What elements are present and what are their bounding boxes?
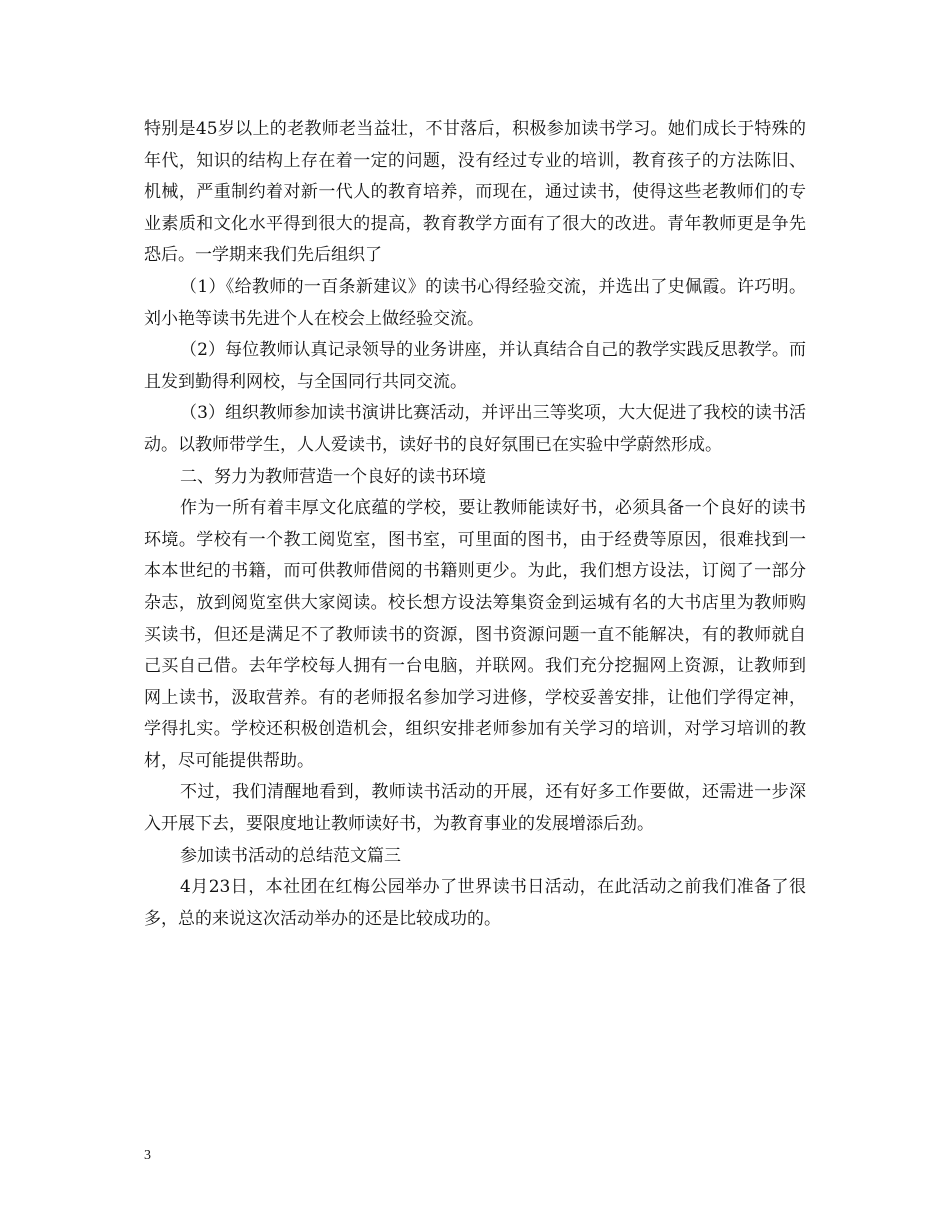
document-body — [144, 114, 806, 935]
paragraph: （1）《给教师的一百条新建议》的读书心得经验交流，并选出了史佩霞。许巧明。刘小艳等读书先进个人在校会上做经验交流。 — [144, 276, 806, 329]
article-title: 参加读书活动的总结范文篇三 — [180, 845, 401, 866]
paragraph: 作为一所有着丰厚文化底蕴的学校，要让教师能读好书，必须具备一个良好的读书环境。学校有一个教工阅览室，图书室，可里面的图书，由于经费等原因，很难找到一本本世纪的书籍，而可供教师借阅的书籍则更少。为此，我们想方设法，订阅了一部分杂志，放到阅览室供大家阅读。校长想方设法筹集资金到运城有名的大书店里为教师购买读书，但还是满足不了教师读书的资源，图书资源问题一直不能解决，有的教师就自己买自己借。去年学校每人拥有一台电脑，并联网。我们充分挖掘网上资源，让教师到网上读书，汲取营养。有的老师报名参加学习进修，学校妥善安排，让他们学得定神，学得扎实。学校还积极创造机会，组织安排老师参加有关学习的培训，对学习培训的教材，尽可能提供帮助。 — [144, 498, 806, 771]
paragraph: 不过，我们清醒地看到，教师读书活动的开展，还有好多工作要做，还需进一步深入开展下去，要限度地让教师读好书，为教育事业的发展增添后劲。 — [144, 782, 806, 835]
page-number: 3 — [144, 1148, 151, 1163]
paragraph: 4月23日，本社团在红梅公园举办了世界读书日活动，在此活动之前我们准备了很多，总的来说这次活动举办的还是比较成功的。 — [144, 877, 806, 929]
paragraph: （3）组织教师参加读书演讲比赛活动，并评出三等奖项，大大促进了我校的读书活动。以教师带学生，人人爱读书，读好书的良好氛围已在实验中学蔚然形成。 — [144, 403, 806, 455]
paragraph: （2）每位教师认真记录领导的业务讲座，并认真结合自己的教学实践反思教学。而且发到勤得利网校，与全国同行共同交流。 — [144, 340, 806, 392]
section-heading: 二、努力为教师营造一个良好的读书环境 — [180, 466, 486, 487]
paragraph: 特别是45岁以上的老教师老当益壮，不甘落后，积极参加读书学习。她们成长于特殊的年代，知识的结构上存在着一定的问题，没有经过专业的培训，教育孩子的方法陈旧、机械，严重制约着对新一代人的教育培养，而现在，通过读书，使得这些老教师们的专业素质和文化水平得到很大的提高，教育教学方面有了很大的改进。青年教师更是争先恐后。一学期来我们先后组织了 — [144, 119, 806, 266]
